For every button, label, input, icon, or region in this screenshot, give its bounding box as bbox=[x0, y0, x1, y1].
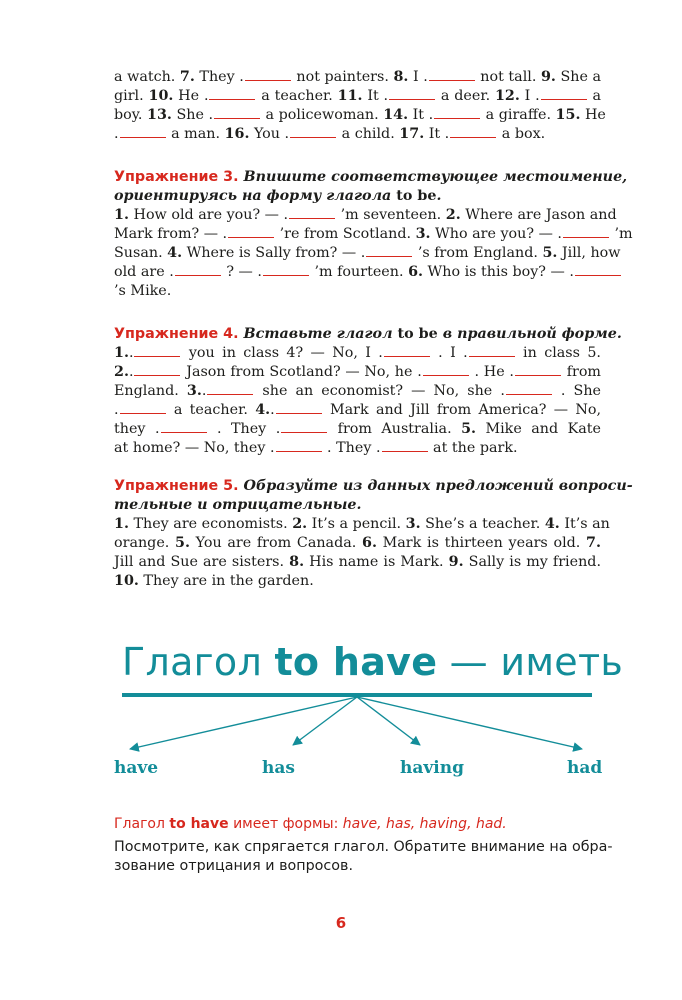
exercise-5-heading: Упражнение 5. Образуйте из данных предложений вопроси- bbox=[114, 478, 633, 494]
exercise-3-task: ориентируясь на форму глагола to be. bbox=[114, 188, 442, 204]
answer-blank[interactable] bbox=[450, 126, 496, 138]
page-number: 6 bbox=[335, 914, 347, 932]
arrow-had bbox=[357, 697, 582, 749]
answer-blank[interactable] bbox=[515, 364, 561, 376]
section-title: Глагол to have — иметь bbox=[122, 640, 624, 684]
answer-blank[interactable] bbox=[289, 207, 335, 219]
body-text-line-2: зование отрицания и вопросов. bbox=[114, 858, 353, 874]
ex3-line-3: Susan. 4. Where is Sally from? — . ’s from England. 5. Jill, how bbox=[114, 244, 601, 263]
answer-blank[interactable] bbox=[175, 264, 221, 276]
ex5-line-2: orange. 5. You are from Canada. 6. Mark is thirteen years old. 7. bbox=[114, 535, 601, 551]
answer-blank[interactable] bbox=[575, 264, 621, 276]
title-underline bbox=[122, 693, 592, 697]
ex4-line-3: England. 3.. she an economist? — No, she . . She bbox=[114, 382, 601, 401]
ex4-line-4: . a teacher. 4.. Mark and Jill from America? — No, bbox=[114, 401, 601, 420]
exercise-3-heading: Упражнение 3. Впишите соответствующее местоимение, bbox=[114, 169, 628, 185]
arrow-have bbox=[130, 697, 357, 749]
answer-blank[interactable] bbox=[228, 226, 274, 238]
ex3-line-4: old are . ? — . ’m fourteen. 6. Who is this boy? — . bbox=[114, 263, 601, 282]
ex3-line-2: Mark from? — . ’re from Scotland. 3. Who are you? — . ’m bbox=[114, 225, 601, 244]
answer-blank[interactable] bbox=[506, 383, 552, 395]
answer-blank[interactable] bbox=[469, 345, 515, 357]
ex4-line-1: 1.. you in class 4? — No, I . . I . in class 5. bbox=[114, 344, 601, 363]
form-has: has bbox=[262, 758, 295, 778]
answer-blank[interactable] bbox=[161, 421, 207, 433]
ex3-line-1: 1. How old are you? — . ’m seventeen. 2. Where are Jason and bbox=[114, 206, 601, 225]
ex2-line-1: a watch. 7. They . not painters. 8. I . not tall. 9. She a bbox=[114, 68, 601, 87]
ex4-line-2: 2.. Jason from Scotland? — No, he . . He . from bbox=[114, 363, 601, 382]
answer-blank[interactable] bbox=[281, 421, 327, 433]
answer-blank[interactable] bbox=[134, 345, 180, 357]
answer-blank[interactable] bbox=[276, 402, 322, 414]
body-text-line-1: Посмотрите, как спрягается глагол. Обратите внимание на обра- bbox=[114, 839, 613, 855]
answer-blank[interactable] bbox=[120, 126, 166, 138]
answer-blank[interactable] bbox=[384, 345, 430, 357]
ex5-line-1: 1. They are economists. 2. It’s a pencil. 3. She’s a teacher. 4. It’s an bbox=[114, 516, 610, 532]
answer-blank[interactable] bbox=[382, 440, 428, 452]
ex2-line-4: . a man. 16. You . a child. 17. It . a box. bbox=[114, 125, 601, 144]
ex5-line-3: Jill and Sue are sisters. 8. His name is Mark. 9. Sally is my friend. bbox=[114, 554, 601, 570]
answer-blank[interactable] bbox=[434, 107, 480, 119]
exercise-4-title: Упражнение 4. bbox=[114, 326, 239, 342]
ex5-line-4: 10. They are in the garden. bbox=[114, 573, 314, 589]
answer-blank[interactable] bbox=[263, 264, 309, 276]
answer-blank[interactable] bbox=[134, 364, 180, 376]
form-had: had bbox=[567, 758, 603, 778]
exercise-3-title: Упражнение 3. bbox=[114, 169, 239, 185]
answer-blank[interactable] bbox=[429, 69, 475, 81]
answer-blank[interactable] bbox=[207, 383, 253, 395]
answer-blank[interactable] bbox=[209, 88, 255, 100]
ex4-line-6: at home? — No, they . . They . at the park. bbox=[114, 439, 601, 458]
ex3-line-5: ’s Mike. bbox=[114, 283, 172, 299]
answer-blank[interactable] bbox=[120, 402, 166, 414]
arrow-having bbox=[357, 697, 420, 745]
form-having: having bbox=[400, 758, 464, 778]
answer-blank[interactable] bbox=[290, 126, 336, 138]
answer-blank[interactable] bbox=[389, 88, 435, 100]
form-have: have bbox=[114, 758, 159, 778]
forms-summary: Глагол to have имеет формы: have, has, having, had. bbox=[114, 816, 507, 832]
answer-blank[interactable] bbox=[214, 107, 260, 119]
answer-blank[interactable] bbox=[276, 440, 322, 452]
exercise-5-title: Упражнение 5. bbox=[114, 478, 239, 494]
answer-blank[interactable] bbox=[541, 88, 587, 100]
ex2-line-2: girl. 10. He . a teacher. 11. It . a deer. 12. I . a bbox=[114, 87, 601, 106]
ex2-line-3: boy. 13. She . a policewoman. 14. It . a giraffe. 15. He bbox=[114, 106, 601, 125]
exercise-4-heading: Упражнение 4. Вставьте глагол to be в правильной форме. bbox=[114, 326, 622, 342]
exercise-5-task: тельные и отрицательные. bbox=[114, 497, 362, 513]
answer-blank[interactable] bbox=[245, 69, 291, 81]
answer-blank[interactable] bbox=[366, 245, 412, 257]
answer-blank[interactable] bbox=[423, 364, 469, 376]
answer-blank[interactable] bbox=[563, 226, 609, 238]
arrow-has bbox=[293, 697, 357, 745]
ex4-line-5: they . . They . from Australia. 5. Mike and Kate bbox=[114, 420, 601, 439]
